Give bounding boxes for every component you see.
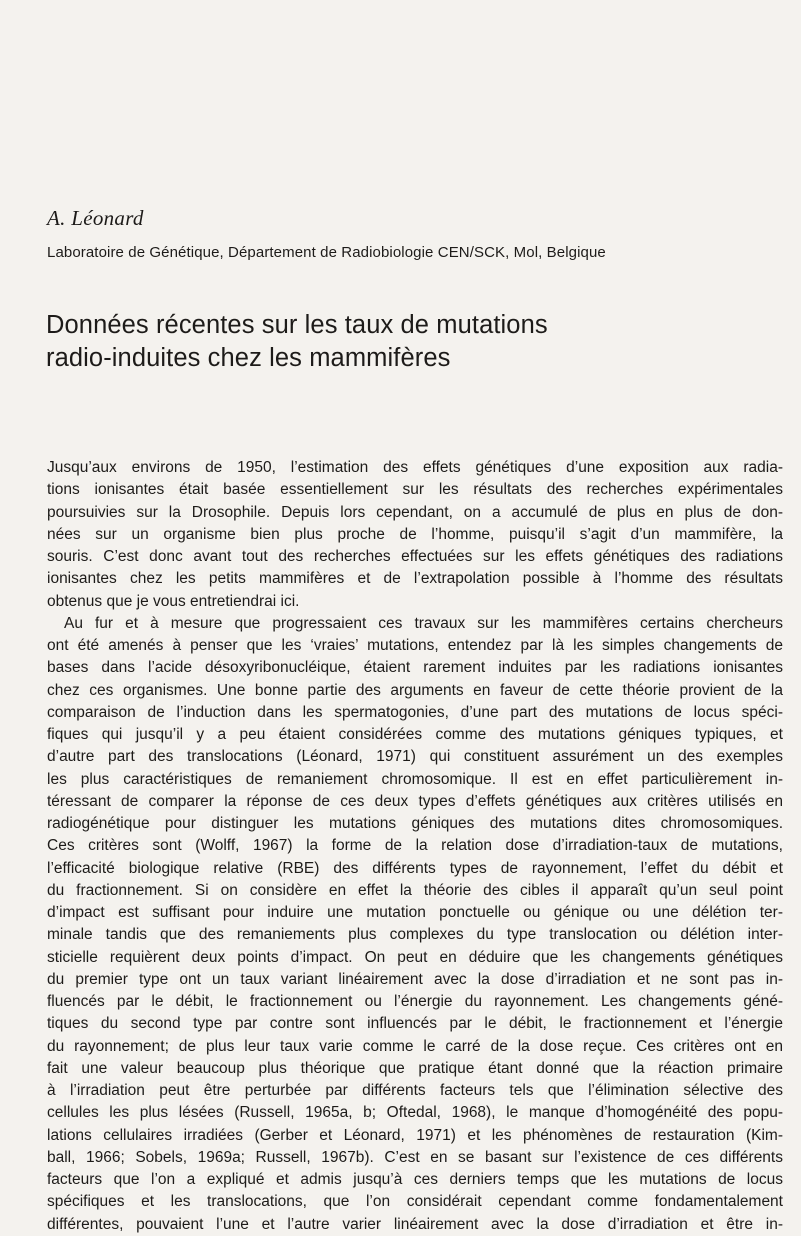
paragraph-line: lations cellulaires irradiées (Gerber et Léonard, 1971) et les phénomènes de restauration (Kim-	[47, 1126, 783, 1144]
paragraph-line: ont été amenés à penser que les ‘vraies’ mutations, entendez par là les simples changements de	[47, 637, 783, 654]
paragraph-line: l’efficacité biologique relative (RBE) des différents types de rayonnement, l’effet du débit et	[47, 859, 783, 877]
paragraph-line: à l’irradiation peut être perturbée par différents facteurs tels que l’élimination sélective des	[47, 1082, 783, 1099]
title-line: radio-induites chez les mammifères	[46, 344, 451, 372]
paragraph-line: bases dans l’acide désoxyribonucléique, étaient rarement induites par les radiations ionisantes	[47, 659, 783, 677]
paragraph-line: facteurs que l’on a expliqué et admis jusqu’à ces derniers temps que les mutations de locus	[47, 1171, 783, 1188]
paragraph-line: obtenus que je vous entretiendrai ici.	[47, 592, 300, 610]
paragraph-line: souris. C’est donc avant tout des recherches effectuées sur les effets génétiques des radiations	[47, 548, 783, 565]
paragraph-line: tions ionisantes était basée essentiellement sur les résultats des recherches expérimentales	[47, 481, 783, 499]
paragraph-line: ionisantes chez les petits mammifères et de l’extrapolation possible à l’homme des résultats	[47, 570, 783, 588]
article-title	[46, 309, 746, 375]
author-name: A. Léonard	[47, 206, 144, 230]
paragraph-line: d’autre part des translocations (Léonard, 1971) qui constituent assurément un des exemples	[47, 748, 783, 766]
paragraph-line: poursuivies sur la Drosophile. Depuis lors cependant, on a accumulé de plus en plus de don-	[47, 503, 783, 521]
paragraph-line: téressant de comparer la réponse de ces deux types d’effets génétiques aux critères utilisés en	[47, 792, 783, 810]
paragraph-line: fait une valeur beaucoup plus théorique que pratique étant donné que la réaction primaire	[47, 1059, 783, 1077]
paragraph-line: fluencés par le débit, le fractionnement ou l’énergie du rayonnement. Les changements géné-	[47, 993, 783, 1010]
paragraph-line: tiques du second type par contre sont influencés par le débit, le fractionnement et l’énergie	[47, 1015, 783, 1033]
author-affiliation: Laboratoire de Génétique, Département de Radiobiologie CEN/SCK, Mol, Belgique	[47, 244, 606, 261]
paragraph-line: cellules les plus lésées (Russell, 1965a, b; Oftedal, 1968), le manque d’homogénéité des popu-	[47, 1104, 783, 1122]
paragraph-line: différentes, pouvaient l’une et l’autre varier linéairement avec la dose d’irradiation et être in-	[47, 1215, 783, 1233]
paragraph-line: nées sur un organisme bien plus proche de l’homme, puisqu’il s’agit d’un mammifère, la	[47, 525, 783, 543]
paragraph-line: du fractionnement. Si on considère en effet la théorie des cibles il apparaît qu’un seul point	[47, 881, 783, 899]
paragraph-line: d’impact est suffisant pour induire une mutation ponctuelle ou génique ou une délétion ter-	[47, 904, 783, 921]
paragraph-line: radiogénétique pour distinguer les mutations géniques des mutations dites chromosomiques.	[47, 815, 783, 832]
paragraph-line: les plus caractéristiques de remaniement chromosomique. Il est en effet particulièrement in-	[47, 770, 783, 788]
paragraph-line: sticielle requièrent deux points d’impact. On peut en déduire que les changements génétiques	[47, 948, 783, 966]
paragraph-line: ball, 1966; Sobels, 1969a; Russell, 1967b). C’est en se basant sur l’existence de ces différents	[47, 1148, 783, 1166]
paragraph-line: comparaison de l’induction dans les spermatogonies, d’une part des mutations de locus spéci-	[47, 703, 783, 721]
paragraph-line: Ces critères sont (Wolff, 1967) la forme de la relation dose d’irradiation-taux de mutations,	[47, 837, 783, 855]
article-body	[47, 457, 783, 1236]
paragraph-line: fiques qui jusqu’il y a peu étaient considérées comme des mutations géniques typiques, et	[47, 726, 783, 743]
paragraph-line: minale tandis que des remaniements plus complexes du type translocation ou délétion inter-	[47, 926, 783, 944]
paragraph-line: chez ces organismes. Une bonne partie des arguments en faveur de cette théorie provient de la	[47, 681, 783, 699]
paragraph-line: spécifiques et les translocations, que l’on considérait cependant comme fondamentalement	[47, 1193, 783, 1211]
paragraph-line: Au fur et à mesure que progressaient ces travaux sur les mammifères certains chercheurs	[64, 614, 783, 632]
paragraph-line: Jusqu’aux environs de 1950, l’estimation des effets génétiques d’une exposition aux radia-	[47, 459, 783, 476]
paragraph-line: du premier type ont un taux variant linéairement avec la dose d’irradiation et ne sont pas in-	[47, 970, 783, 988]
paragraph-line: du rayonnement; de plus leur taux varie comme le carré de la dose reçue. Ces critères ont en	[47, 1037, 783, 1055]
title-line: Données récentes sur les taux de mutations	[46, 311, 548, 339]
